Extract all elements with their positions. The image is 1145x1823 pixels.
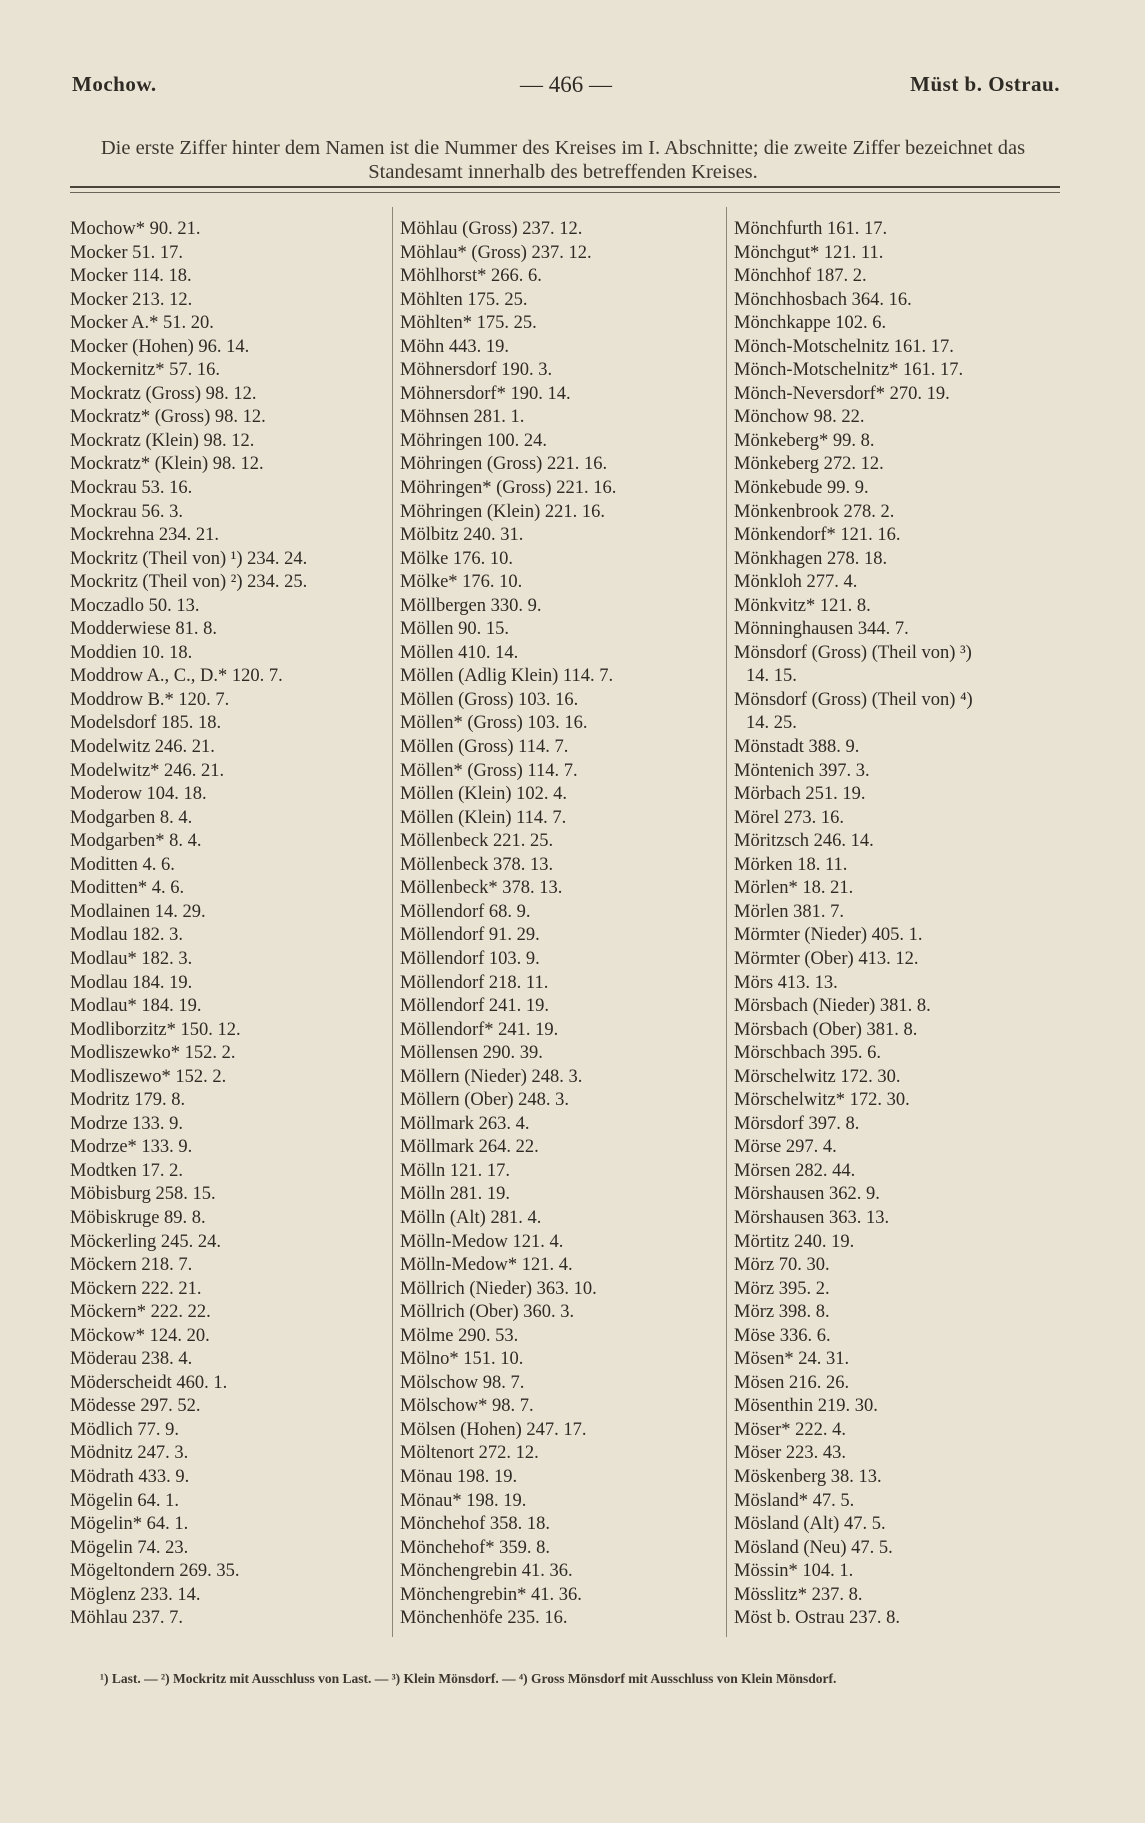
index-entry: Möllen (Adlig Klein) 114. 7. (400, 666, 614, 687)
index-entry: Modliborzitz* 150. 12. (70, 1019, 241, 1040)
index-entry: Möhlhorst* 266. 6. (400, 266, 542, 287)
index-entry: Mölbitz 240. 31. (400, 525, 524, 546)
index-entry: Mörsen 282. 44. (734, 1160, 856, 1181)
index-entry: Möntenich 397. 3. (734, 760, 870, 781)
index-entry: Modritz 179. 8. (70, 1090, 186, 1111)
index-entry: Modlainen 14. 29. (70, 901, 206, 922)
index-entry: Mönkebude 99. 9. (734, 478, 869, 499)
index-entry: Möhnsen 281. 1. (400, 407, 525, 428)
index-entry: Möglenz 233. 14. (70, 1584, 201, 1605)
index-entry: Mönchengrebin* 41. 36. (400, 1584, 582, 1605)
index-entry: Modlau 184. 19. (70, 972, 193, 993)
index-entry: Mörschelwitz* 172. 30. (734, 1090, 910, 1111)
index-entry: Mölke 176. 10. (400, 548, 514, 569)
index-entry: Mölln 121. 17. (400, 1160, 510, 1181)
index-entry: Möllen* (Gross) 103. 16. (400, 713, 588, 734)
index-entry: Möderscheidt 460. 1. (70, 1372, 228, 1393)
index-entry: Mönkeberg* 99. 8. (734, 430, 875, 451)
index-entry: Mönstadt 388. 9. (734, 737, 860, 758)
index-entry: Mönchhof 187. 2. (734, 266, 867, 287)
index-entry: Modelwitz* 246. 21. (70, 760, 225, 781)
index-entry: Möllenbeck 378. 13. (400, 854, 554, 875)
index-entry: Mockratz (Klein) 98. 12. (70, 430, 255, 451)
index-entry: Möbiskruge 89. 8. (70, 1207, 206, 1228)
index-entry: Mörs 413. 13. (734, 972, 838, 993)
index-entry: Modlau* 184. 19. (70, 996, 202, 1017)
column-2 (400, 218, 720, 1650)
intro-note: Die erste Ziffer hinter dem Namen ist die Nummer des Kreises im I. Abschnitte; die zweite Ziffer bezeichnet das Standesamt innerhalb des betreffenden Kreises. (100, 137, 1026, 183)
index-entry: Mörshausen 363. 13. (734, 1207, 890, 1228)
index-entry: Moddien 10. 18. (70, 642, 193, 663)
index-entry: Mölschow* 98. 7. (400, 1396, 534, 1417)
index-entry: Möllensen 290. 39. (400, 1043, 543, 1064)
index-entry: Mölno* 151. 10. (400, 1349, 524, 1370)
index-entry: Möllendorf 241. 19. (400, 996, 550, 1017)
index-entry: Moczadlo 50. 13. (70, 595, 200, 616)
index-entry: Modelsdorf 185. 18. (70, 713, 222, 734)
index-entry: Möderau 238. 4. (70, 1349, 193, 1370)
index-entry: Mönkendorf* 121. 16. (734, 525, 901, 546)
index-entry: 14. 15. (746, 666, 797, 687)
index-entry: Mönkhagen 278. 18. (734, 548, 888, 569)
index-entry: Möllrich (Nieder) 363. 10. (400, 1278, 597, 1299)
index-entry: Möllendorf 68. 9. (400, 901, 531, 922)
index-entry: Modelwitz 246. 21. (70, 737, 215, 758)
index-entry: Mockratz* (Gross) 98. 12. (70, 407, 266, 428)
index-entry: Modgarben* 8. 4. (70, 831, 202, 852)
index-entry: Mösslitz* 237. 8. (734, 1584, 863, 1605)
index-entry: Mönchkappe 102. 6. (734, 313, 887, 334)
index-entry: Mockritz (Theil von) ²) 234. 25. (70, 572, 308, 593)
index-entry: Mölsen (Hohen) 247. 17. (400, 1419, 587, 1440)
index-entry: Mörtitz 240. 19. (734, 1231, 855, 1252)
index-entry: Möllendorf 103. 9. (400, 948, 540, 969)
index-entry: Möser 223. 43. (734, 1443, 847, 1464)
column-divider (726, 207, 727, 1637)
index-entry: Mödesse 297. 52. (70, 1396, 201, 1417)
index-entry: Möbisburg 258. 15. (70, 1184, 216, 1205)
index-entry: Möllenbeck* 378. 13. (400, 878, 563, 899)
index-entry: Möskenberg 38. 13. (734, 1466, 882, 1487)
column-1 (70, 218, 386, 1650)
index-entry: Mönch-Neversdorf* 270. 19. (734, 383, 950, 404)
index-entry: Mösen 216. 26. (734, 1372, 850, 1393)
index-entry: Moddrow A., C., D.* 120. 7. (70, 666, 283, 687)
index-entry: Möllendorf 218. 11. (400, 972, 549, 993)
index-entry: Mochow* 90. 21. (70, 219, 201, 239)
index-entry: Mögelin* 64. 1. (70, 1514, 189, 1535)
index-entry: Möhringen (Gross) 221. 16. (400, 454, 608, 475)
index-entry: Möllen 410. 14. (400, 642, 519, 663)
index-entry: Möhlten* 175. 25. (400, 313, 537, 334)
index-entry: Mösen* 24. 31. (734, 1349, 850, 1370)
index-entry: Möhlau 237. 7. (70, 1608, 184, 1629)
index-entry: Mörz 70. 30. (734, 1255, 830, 1276)
index-entry: Möhn 443. 19. (400, 336, 509, 357)
index-entry: Möllmark 263. 4. (400, 1113, 530, 1134)
index-entry: Möhlau* (Gross) 237. 12. (400, 242, 592, 263)
index-entry: Möllendorf* 241. 19. (400, 1019, 559, 1040)
index-entry: Möllen (Gross) 114. 7. (400, 737, 569, 758)
index-entry: Mödlich 77. 9. (70, 1419, 179, 1440)
index-entry: 14. 25. (746, 713, 797, 734)
index-entry: Möckern 222. 21. (70, 1278, 202, 1299)
index-entry: Möllern (Nieder) 248. 3. (400, 1066, 583, 1087)
index-entry: Mölln-Medow* 121. 4. (400, 1255, 573, 1276)
index-entry: Modrze 133. 9. (70, 1113, 184, 1134)
index-entry: Möckern* 222. 22. (70, 1302, 211, 1323)
index-entry: Mögelin 64. 1. (70, 1490, 179, 1511)
index-entry: Möllen* (Gross) 114. 7. (400, 760, 578, 781)
index-entry: Mockritz (Theil von) ¹) 234. 24. (70, 548, 308, 569)
index-entry: Mölln (Alt) 281. 4. (400, 1207, 542, 1228)
index-entry: Mönchfurth 161. 17. (734, 219, 888, 239)
index-entry: Modlau* 182. 3. (70, 948, 193, 969)
index-entry: Möllmark 264. 22. (400, 1137, 539, 1158)
index-entry: Mönninghausen 344. 7. (734, 619, 909, 640)
index-entry: Mössin* 104. 1. (734, 1561, 854, 1582)
index-entry: Möllen (Klein) 114. 7. (400, 807, 567, 828)
index-entry: Möhringen* (Gross) 221. 16. (400, 478, 617, 499)
index-entry: Mocker A.* 51. 20. (70, 313, 214, 334)
index-entry: Möllenbeck 221. 25. (400, 831, 554, 852)
index-entry: Möckern 218. 7. (70, 1255, 193, 1276)
index-entry: Mönkeberg 272. 12. (734, 454, 884, 475)
index-entry: Mörmter (Nieder) 405. 1. (734, 925, 923, 946)
index-entry: Mörse 297. 4. (734, 1137, 837, 1158)
index-entry: Mögeltondern 269. 35. (70, 1561, 240, 1582)
index-entry: Mönsdorf (Gross) (Theil von) ³) (734, 642, 972, 663)
index-entry: Mörken 18. 11. (734, 854, 848, 875)
column-3 (734, 218, 1064, 1650)
index-entry: Möckerling 245. 24. (70, 1231, 222, 1252)
index-entry: Mörel 273. 16. (734, 807, 844, 828)
index-entry: Mösland (Neu) 47. 5. (734, 1537, 893, 1558)
index-entry: Mölke* 176. 10. (400, 572, 523, 593)
index-entry: Mockrehna 234. 21. (70, 525, 219, 546)
index-entry: Mönkvitz* 121. 8. (734, 595, 871, 616)
index-entry: Möllen (Klein) 102. 4. (400, 784, 567, 805)
index-entry: Mönchow 98. 22. (734, 407, 865, 428)
index-entry: Mönau 198. 19. (400, 1466, 518, 1487)
index-entry: Mödrath 433. 9. (70, 1466, 190, 1487)
index-entry: Mocker 51. 17. (70, 242, 184, 263)
index-entry: Mösenthin 219. 30. (734, 1396, 878, 1417)
index-entry: Mölschow 98. 7. (400, 1372, 525, 1393)
index-entry: Mönkenbrook 278. 2. (734, 501, 895, 522)
index-entry: Mocker 213. 12. (70, 289, 193, 310)
index-entry: Mögelin 74. 23. (70, 1537, 189, 1558)
index-entry: Möser* 222. 4. (734, 1419, 847, 1440)
index-entry: Mocker 114. 18. (70, 266, 192, 287)
index-entry: Mörsdorf 397. 8. (734, 1113, 860, 1134)
index-entry: Mölln 281. 19. (400, 1184, 510, 1205)
footnotes: ¹) Last. — ²) Mockritz mit Ausschluss von Last. — ³) Klein Mönsdorf. — ⁴) Gross Mönsdorf mit Ausschluss von Klein Mönsdorf. (100, 1671, 837, 1686)
header-rule-thin (70, 192, 1060, 193)
index-entry: Mörlen* 18. 21. (734, 878, 854, 899)
index-entry: Mocker (Hohen) 96. 14. (70, 336, 250, 357)
index-entry: Modlau 182. 3. (70, 925, 184, 946)
index-entry: Modrze* 133. 9. (70, 1137, 193, 1158)
index-entry: Moderow 104. 18. (70, 784, 207, 805)
index-entry: Mönchenhöfe 235. 16. (400, 1608, 568, 1629)
index-entry: Möltenort 272. 12. (400, 1443, 539, 1464)
index-entry: Mölme 290. 53. (400, 1325, 519, 1346)
index-entry: Möhringen 100. 24. (400, 430, 547, 451)
index-entry: Mockernitz* 57. 16. (70, 360, 221, 381)
index-entry: Möllrich (Ober) 360. 3. (400, 1302, 575, 1323)
index-entry: Möllen 90. 15. (400, 619, 509, 640)
index-entry: Mönchehof 358. 18. (400, 1514, 551, 1535)
index-entry: Moditten* 4. 6. (70, 878, 185, 899)
index-entry: Mörsbach (Nieder) 381. 8. (734, 996, 931, 1017)
index-entry: Modderwiese 81. 8. (70, 619, 217, 640)
header-left-catchword: Mochow. (72, 72, 157, 96)
index-entry: Mönchhosbach 364. 16. (734, 289, 912, 310)
index-entry: Mörz 395. 2. (734, 1278, 830, 1299)
index-entry: Mönau* 198. 19. (400, 1490, 527, 1511)
index-entry: Möhnersdorf 190. 3. (400, 360, 553, 381)
index-entry: Modtken 17. 2. (70, 1160, 184, 1181)
index-entry: Möhnersdorf* 190. 14. (400, 383, 571, 404)
index-entry: Moddrow B.* 120. 7. (70, 689, 230, 710)
index-entry: Mönkloh 277. 4. (734, 572, 858, 593)
index-entry: Mösland (Alt) 47. 5. (734, 1514, 886, 1535)
index-entry: Möllern (Ober) 248. 3. (400, 1090, 570, 1111)
index-entry: Mösland* 47. 5. (734, 1490, 855, 1511)
index-entry: Möhringen (Klein) 221. 16. (400, 501, 606, 522)
index-entry: Möllen (Gross) 103. 16. (400, 689, 579, 710)
index-entry: Modliszewo* 152. 2. (70, 1066, 227, 1087)
index-entry: Möhlten 175. 25. (400, 289, 528, 310)
index-entry: Mörsbach (Ober) 381. 8. (734, 1019, 918, 1040)
index-entry: Mörshausen 362. 9. (734, 1184, 880, 1205)
index-entry: Mockratz (Gross) 98. 12. (70, 383, 257, 404)
index-entry: Mönchgut* 121. 11. (734, 242, 884, 263)
index-entry: Möhlau (Gross) 237. 12. (400, 219, 583, 239)
header-rule (70, 186, 1060, 188)
index-entry: Mölln-Medow 121. 4. (400, 1231, 564, 1252)
index-entry: Mockratz* (Klein) 98. 12. (70, 454, 264, 475)
index-entry: Mockrau 53. 16. (70, 478, 193, 499)
index-entry: Möritzsch 246. 14. (734, 831, 874, 852)
index-entry: Mönch-Motschelnitz* 161. 17. (734, 360, 964, 381)
index-entry: Mönchehof* 359. 8. (400, 1537, 551, 1558)
index-entry: Mörz 398. 8. (734, 1302, 830, 1323)
index-entry: Möse 336. 6. (734, 1325, 831, 1346)
column-divider (392, 207, 393, 1637)
running-header (72, 72, 1060, 102)
page-number: — 466 — (520, 72, 612, 97)
index-entry: Mörlen 381. 7. (734, 901, 844, 922)
index-entry: Modliszewko* 152. 2. (70, 1043, 236, 1064)
index-entry: Mönsdorf (Gross) (Theil von) ⁴) (734, 689, 973, 710)
index-entry: Mönchengrebin 41. 36. (400, 1561, 573, 1582)
index-entry: Mörbach 251. 19. (734, 784, 866, 805)
index-entry: Mörmter (Ober) 413. 12. (734, 948, 919, 969)
index-entry: Mörschelwitz 172. 30. (734, 1066, 901, 1087)
index-entry: Möckow* 124. 20. (70, 1325, 210, 1346)
header-right-catchword: Müst b. Ostrau. (910, 72, 1060, 96)
index-entry: Mörschbach 395. 6. (734, 1043, 881, 1064)
index-entry: Möllendorf 91. 29. (400, 925, 540, 946)
index-entry: Mödnitz 247. 3. (70, 1443, 189, 1464)
index-entry: Mönch-Motschelnitz 161. 17. (734, 336, 954, 357)
index-entry: Möst b. Ostrau 237. 8. (734, 1608, 900, 1629)
index-entry: Moditten 4. 6. (70, 854, 175, 875)
index-entry: Möllbergen 330. 9. (400, 595, 542, 616)
index-entry: Mockrau 56. 3. (70, 501, 184, 522)
index-entry: Modgarben 8. 4. (70, 807, 193, 828)
